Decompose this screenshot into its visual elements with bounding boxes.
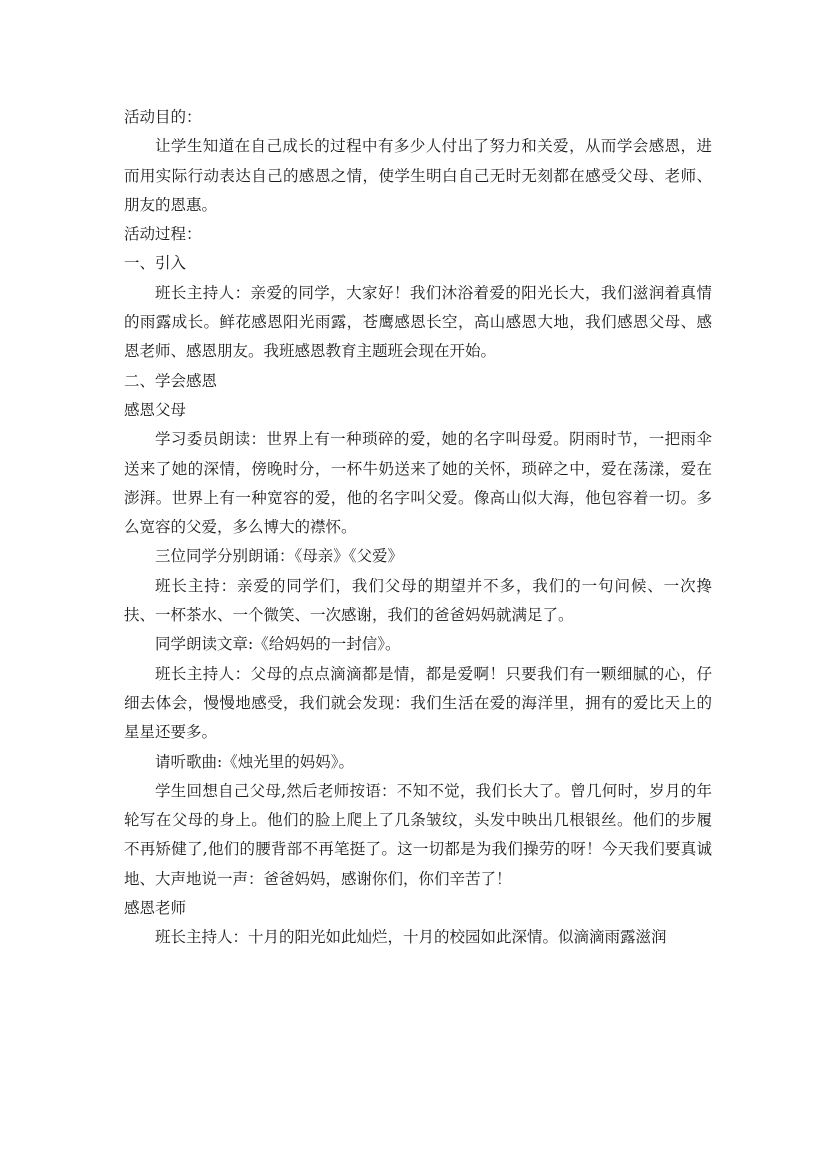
paragraph-monitor-host-3: 班长主持人：十月的阳光如此灿烂，十月的校园如此深情。似滴滴雨露滋润 (155, 928, 667, 947)
paragraph-purpose: 让学生知道在自己成长的过程中有多少人付出了努力和关爱，从而学会感恩，进而用实际行动表达自己的感恩之情，使学生明白自己无时无刻都在感受父母、老师、朋友的恩惠。 (124, 137, 712, 214)
section-heading-process: 活动过程： (124, 225, 202, 244)
document-page (124, 103, 712, 953)
paragraph-letter-reading: 同学朗读文章:《给妈妈的一封信》。 (155, 635, 401, 654)
section-heading-learn-gratitude: 二、学会感恩 (124, 371, 218, 390)
paragraph-monitor-host: 班长主持：亲爱的同学们，我们父母的期望并不多，我们的一句问候、一次搀扶、一杯茶水、一个微笑、一次感谢，我们的爸爸妈妈就满足了。 (124, 576, 712, 625)
paragraph-song: 请听歌曲:《烛光里的妈妈》。 (155, 752, 354, 771)
paragraph-teacher-remarks: 学生回想自己父母,然后老师按语：不知不觉，我们长大了。曾几何时，岁月的年轮写在父母的身上。他们的脸上爬上了几条皱纹，头发中映出几根银丝。他们的步履不再矫健了,他们的腰背部不再笔挺了。这一切都是为我们操劳的呀！今天我们要真诚地、大声地说一声：爸爸妈妈，感谢你们，你们辛苦了！ (124, 781, 712, 888)
section-heading-purpose: 活动目的： (124, 108, 202, 126)
paragraph-intro: 班长主持人：亲爱的同学，大家好！我们沐浴着爱的阳光长大，我们滋润着真情的雨露成长。鲜花感恩阳光雨露，苍鹰感恩长空，高山感恩大地，我们感恩父母、感恩老师、感恩朋友。我班感恩教育主题班会现在开始。 (124, 283, 712, 361)
subheading-thank-parents: 感恩父母 (124, 400, 187, 419)
subheading-thank-teachers: 感恩老师 (124, 899, 187, 918)
paragraph-study-rep-reading: 学习委员朗读：世界上有一种琐碎的爱，她的名字叫母爱。阴雨时节，一把雨伞送来了她的深情，傍晚时分，一杯牛奶送来了她的关怀，琐碎之中，爱在荡漾，爱在澎湃。世界上有一种宽容的爱，他的名字叫父爱。像高山似大海，他包容着一切。多么宽容的父爱，多么博大的襟怀。 (124, 430, 712, 537)
paragraph-three-students-recite: 三位同学分别朗诵：《母亲》《父爱》 (155, 547, 404, 566)
paragraph-monitor-host-2: 班长主持人：父母的点点滴滴都是情，都是爱啊！只要我们有一颗细腻的心，仔细去体会，慢慢地感受，我们就会发现：我们生活在爱的海洋里，拥有的爱比天上的星星还要多。 (124, 664, 712, 742)
section-heading-intro: 一、引入 (124, 254, 187, 273)
